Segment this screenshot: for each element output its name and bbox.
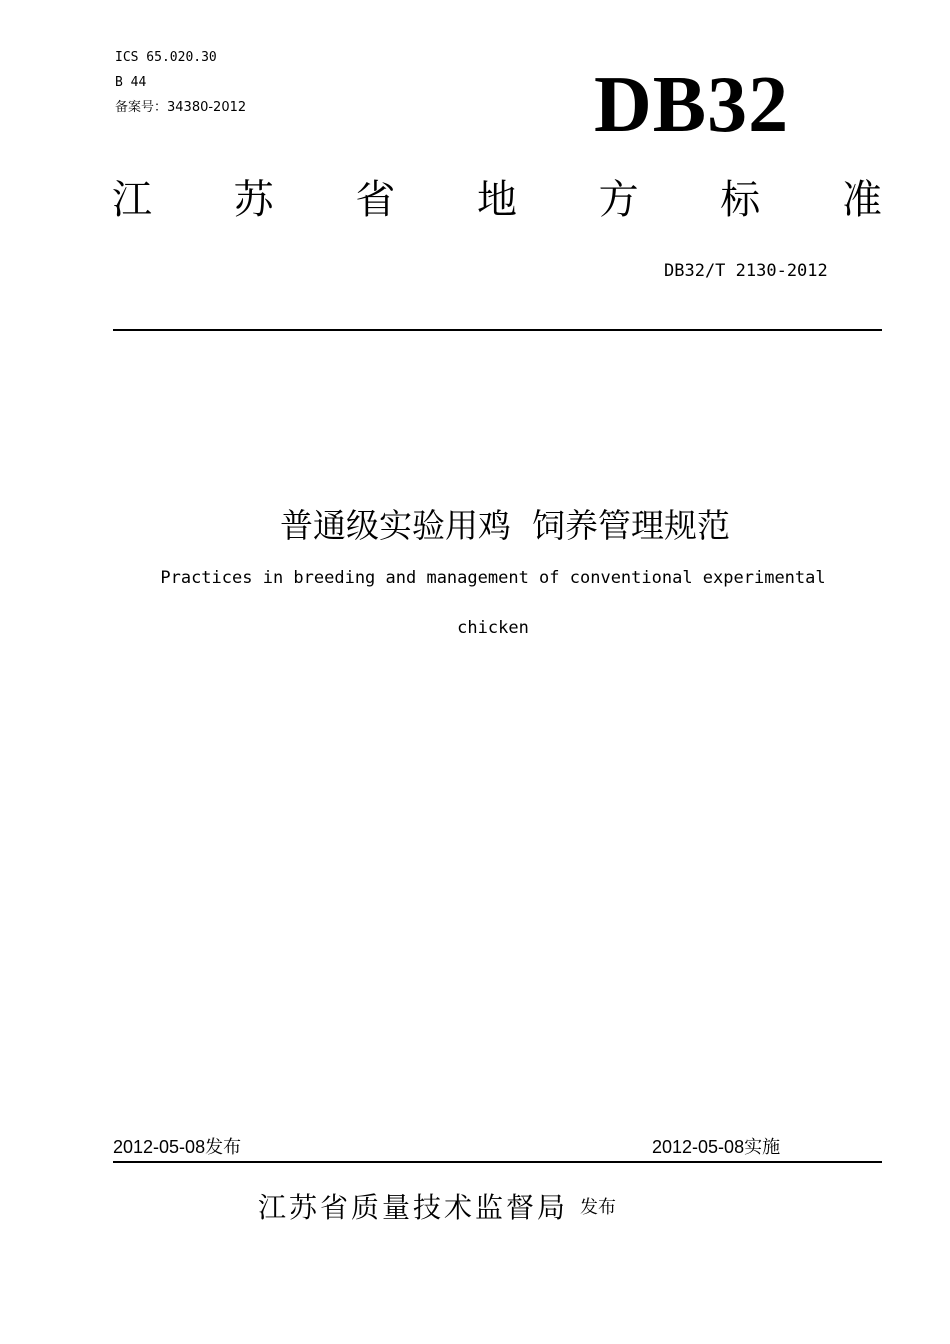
heading-char: 苏 xyxy=(233,177,274,223)
english-title-line2: chicken xyxy=(457,618,529,638)
province-standard-heading xyxy=(112,174,882,226)
heading-char: 准 xyxy=(841,177,882,223)
implement-date: 2012-05-08 xyxy=(652,1137,745,1157)
top-divider xyxy=(113,329,882,331)
heading-char: 地 xyxy=(476,177,517,223)
issue-date: 2012-05-08 xyxy=(113,1137,206,1157)
issue-label: 发布 xyxy=(205,1137,242,1158)
issuer-block xyxy=(258,1188,616,1228)
standard-number: DB32/T 2130-2012 xyxy=(664,261,828,281)
implement-label: 实施 xyxy=(744,1137,781,1158)
issuer-name: 江苏省质量技术监督局 xyxy=(258,1191,569,1224)
ics-code: ICS 65.020.30 xyxy=(115,50,217,65)
heading-char: 方 xyxy=(598,177,639,223)
heading-char: 江 xyxy=(112,177,152,223)
chinese-title: 普通级实验用鸡 饲养管理规范 xyxy=(280,506,730,545)
implement-date-block xyxy=(652,1135,780,1160)
ccs-code: B 44 xyxy=(115,75,147,90)
filing-number: 备案号：34380-2012 xyxy=(115,100,247,115)
db32-logo: DB32 xyxy=(594,61,790,149)
issuer-suffix: 发布 xyxy=(580,1197,617,1218)
issue-date-block xyxy=(113,1135,241,1160)
english-title-line1: Practices in breeding and management of conventional experimental xyxy=(160,568,826,588)
heading-char: 省 xyxy=(355,177,396,223)
heading-char: 标 xyxy=(720,177,761,223)
bottom-divider xyxy=(113,1161,882,1163)
